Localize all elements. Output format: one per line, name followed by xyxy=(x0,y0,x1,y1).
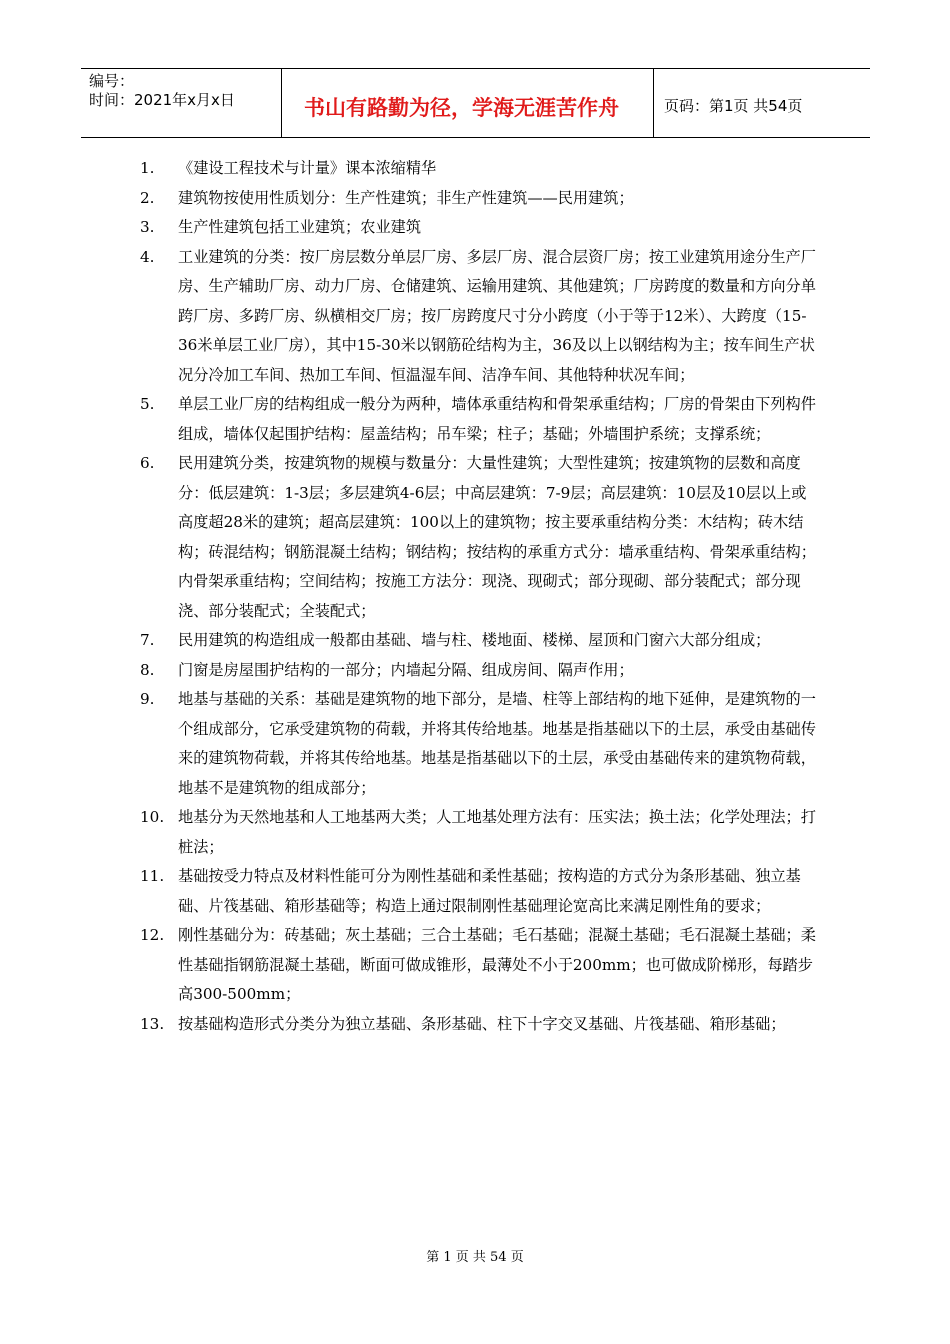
page-info: 页码：第1页 共54页 xyxy=(664,97,803,115)
item-text: 《建设工程技术与计量》课本浓缩精华 xyxy=(178,159,437,177)
list-item xyxy=(140,803,820,862)
item-number: 10. xyxy=(140,808,165,826)
list-item xyxy=(140,685,820,803)
item-number: 1. xyxy=(140,159,155,177)
item-number: 4. xyxy=(140,247,155,266)
item-number: 8. xyxy=(140,660,155,679)
list-item xyxy=(140,184,820,214)
item-text: 门窗是房屋围护结构的一部分；内墙起分隔、组成房间、隔声作用； xyxy=(178,660,634,679)
list-item xyxy=(140,213,820,243)
item-text: 工业建筑的分类：按厂房层数分单层厂房、多层厂房、混合层资厂房；按工业建筑用途分生产厂房、生产辅助厂房、动力厂房、仓储建筑、运输用建筑、其他建筑；厂房跨度的数量和方向分单跨厂房、多跨厂房、纵横相交厂房；按厂房跨度尺寸分小跨度（小于等于12米）、大跨度（15-36米单层工业厂房），其中15-30米以钢筋砼结构为主，36及以上以钢结构为主；按车间生产状况分冷加工车间、热加工车间、恒温湿车间、洁净车间、其他特种状况车间； xyxy=(178,247,816,384)
document-header xyxy=(81,68,870,138)
item-text: 民用建筑分类，按建筑物的规模与数量分：大量性建筑；大型性建筑；按建筑物的层数和高度分：低层建筑：1-3层；多层建筑4-6层；中高层建筑：7-9层；高层建筑：10层及10层以上或高度超28米的建筑；超高层建筑：100以上的建筑物；按主要承重结构分类：木结构；砖木结构；砖混结构；钢筋混凝土结构；钢结构；按结构的承重方式分：墙承重结构、骨架承重结构；内骨架承重结构；空间结构；按施工方法分：现浇、现砌式；部分现砌、部分装配式；部分现浇、部分装配式；全装配式； xyxy=(178,454,816,620)
date-label: 时间：2021年x月x日 xyxy=(89,91,235,109)
item-number: 11. xyxy=(140,867,165,885)
item-text: 地基分为天然地基和人工地基两大类；人工地基处理方法有：压实法；换土法；化学处理法；打桩法； xyxy=(178,808,816,856)
list-item xyxy=(140,921,820,1010)
item-text: 按基础构造形式分类分为独立基础、条形基础、柱下十字交叉基础、片筏基础、箱形基础； xyxy=(178,1014,786,1033)
item-text: 建筑物按使用性质划分：生产性建筑；非生产性建筑——民用建筑； xyxy=(178,188,634,207)
motto-text: 书山有路勤为径，学海无涯苦作舟 xyxy=(304,96,619,120)
item-number: 12. xyxy=(140,926,165,944)
header-meta-cell xyxy=(81,69,282,137)
list-item xyxy=(140,656,820,686)
list-item xyxy=(140,390,820,449)
list-item xyxy=(140,862,820,921)
header-motto-cell xyxy=(282,69,654,137)
list-item xyxy=(140,1010,820,1040)
item-number: 9. xyxy=(140,690,155,708)
item-number: 13. xyxy=(140,1014,165,1033)
list-item xyxy=(140,626,820,656)
list-item xyxy=(140,449,820,626)
item-text: 刚性基础分为：砖基础；灰土基础；三合土基础；毛石基础；混凝土基础；毛石混凝土基础；柔性基础指钢筋混凝土基础，断面可做成锥形，最薄处不小于200mm；也可做成阶梯形，每踏步高300-500mm； xyxy=(178,926,816,1003)
item-number: 7. xyxy=(140,631,155,649)
header-page-cell xyxy=(654,69,870,137)
item-number: 3. xyxy=(140,218,155,236)
item-text: 单层工业厂房的结构组成一般分为两种，墙体承重结构和骨架承重结构；厂房的骨架由下列构件组成，墙体仅起围护结构：屋盖结构；吊车梁；柱子；基础；外墙围护系统；支撑系统； xyxy=(178,395,816,443)
item-number: 2. xyxy=(140,188,155,207)
list-item xyxy=(140,154,820,184)
page-footer: 第 1 页 共 54 页 xyxy=(426,1250,524,1265)
item-number: 6. xyxy=(140,454,155,472)
item-text: 地基与基础的关系：基础是建筑物的地下部分，是墙、柱等上部结构的地下延伸，是建筑物的一个组成部分，它承受建筑物的荷载，并将其传给地基。地基是指基础以下的土层，承受由基础传来的建筑物荷载，并将其传给地基。地基是指基础以下的土层，承受由基础传来的建筑物荷载，地基不是建筑物的组成部分； xyxy=(178,690,816,797)
list-item xyxy=(140,243,820,391)
item-number: 5. xyxy=(140,395,155,413)
item-text: 生产性建筑包括工业建筑；农业建筑 xyxy=(178,218,421,236)
item-text: 基础按受力特点及材料性能可分为刚性基础和柔性基础；按构造的方式分为条形基础、独立基础、片筏基础、箱形基础等；构造上通过限制刚性基础理论宽高比来满足刚性角的要求； xyxy=(178,867,801,915)
item-text: 民用建筑的构造组成一般都由基础、墙与柱、楼地面、楼梯、屋顶和门窗六大部分组成； xyxy=(178,631,771,649)
content-list xyxy=(140,154,820,1039)
number-label: 编号： xyxy=(89,72,135,90)
